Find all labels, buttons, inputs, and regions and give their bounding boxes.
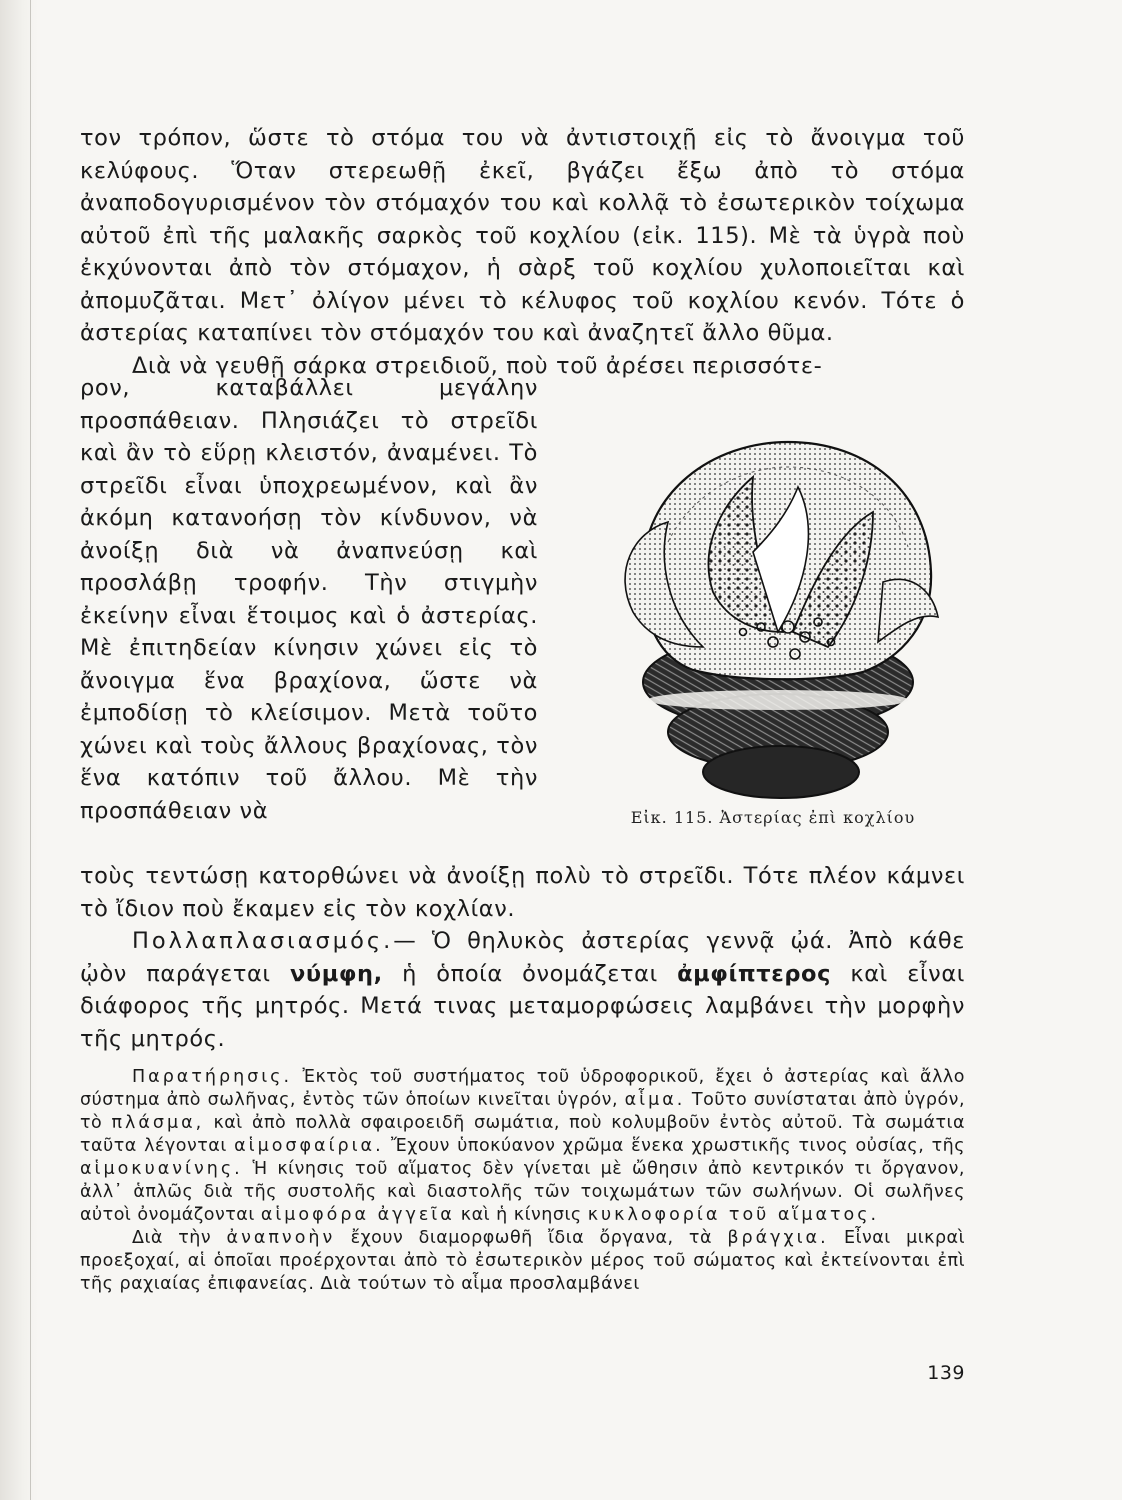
paragraph-oyster-wrapped: ρον, καταβάλλει μεγάλην προσπάθειαν. Πλησιάζει τὸ στρεῖδι καὶ ἂν τὸ εὕρῃ κλειστόν, ἀναμένει. Τὸ στρεῖδι εἶναι ὑποχρεωμένον, καὶ ἂν ἀκόμη κατανοήσῃ τὸν κίνδυνον, νὰ ἀνοίξῃ διὰ νὰ ἀναπνεύσῃ καὶ προσλάβῃ τροφήν. Τὴν στιγμὴν ἐκείνην εἶναι ἕτοιμος καὶ ὁ ἀστερίας. Μὲ ἐπιτηδείαν κίνησιν χώνει εἰς τὸ ἄνοιγμα ἕνα βραχίονα, ὥστε νὰ ἐμποδίσῃ τὸ κλείσιμον. Μετὰ τοῦτο χώνει καὶ τοὺς ἄλλους βραχίονας, τὸν ἕνα κατόπιν τοῦ ἄλλου. Μὲ τὴν προσπάθειαν νὰ [80, 375, 538, 824]
bottom-paragraphs [80, 860, 965, 1055]
remark-text: Διὰ τὴν [132, 1228, 227, 1248]
term-blood: αἷμα. [624, 1090, 686, 1110]
remark-paragraph-respiration [80, 1227, 965, 1296]
term-blood-vessels: αἱμοφόρα ἀγγεῖα [260, 1205, 455, 1225]
paragraph-snail-digestion: τον τρόπον, ὥστε τὸ στόμα του νὰ ἀντιστοιχῇ εἰς τὸ ἄνοιγμα τοῦ κελύφους. Ὅταν στερεωθῇ ἐκεῖ, βγάζει ἔξω ἀπὸ τὸ στόμα ἀναποδογυρισμένον τὸν στόμαχόν του καὶ κολλᾷ τὸ ἐσωτερικὸν τοίχωμα αὐτοῦ ἐπὶ τῆς μαλακῆς σαρκὸς τοῦ κοχλίου (εἰκ. 115). Μὲ τὰ ὑγρὰ ποὺ ἐκχύνονται ἀπὸ τὸν στόμαχον, ἡ σὰρξ τοῦ κοχλίου χυλοποιεῖται καὶ ἀπομυζᾶται. Μετ᾽ ὀλίγον μένει τὸ κέλυφος τοῦ κοχλίου κενόν. Τότε ὁ ἀστερίας καταπίνει τὸν στόμαχόν του καὶ ἀναζητεῖ ἄλλο θῦμα. [80, 125, 965, 346]
remark-text: καὶ ἡ κίνησις [454, 1205, 588, 1225]
remark-text: Εἶναι μικραὶ προεξοχαί, αἱ ὁποῖαι προέρχονται ἀπὸ τὸ ἐσωτερικὸν μέρος τοῦ σώματος καὶ ἐκτείνονται ἐπὶ τῆς ραχιαίας ἐπιφανείας. Διὰ τούτων τὸ αἷμα προσλαμβάνει [80, 1228, 966, 1294]
top-paragraph [80, 122, 965, 382]
reproduction-text-3: καὶ εἶναι διάφορος τῆς μητρός. Μετά τινας μεταμορφώσεις λαμβάνει τὴν μορφὴν τῆς μητρός. [80, 960, 965, 1052]
remark-text: Ἔχουν ὑποκύανον χρῶμα ἕνεκα χρωστικῆς τινος οὐσίας, τῆς [383, 1136, 966, 1156]
reproduction-dash: — [393, 928, 432, 954]
remark-text: Ἐκτὸς τοῦ συστήματος τοῦ ὑδροφορικοῦ, ἔχει ὁ ἀστερίας καὶ ἄλλο σύστημα ἀπὸ σωλῆνας, ἐντὸς τῶν ὁποίων κινεῖται ὑγρόν, [80, 1067, 965, 1110]
remark-text: Ἡ κίνησις τοῦ αἵματος δὲν γίνεται μὲ ὤθησιν ἀπὸ κεντρικόν τι ὄργανον, ἀλλ᾽ ἁπλῶς διὰ τῆς συστολῆς καὶ διαστολῆς τῶν τοιχωμάτων τῶν σωλήνων. Οἱ σωλῆνες αὐτοὶ ὀνομάζονται [80, 1159, 965, 1225]
remark-paragraph-blood [80, 1066, 965, 1227]
term-nymph: νύμφη, [289, 960, 383, 987]
term-amphipteros: ἀμφίπτερος [677, 960, 832, 987]
page-binding-line [30, 0, 31, 1500]
paragraph-oyster-tail: τοὺς τεντώσῃ κατορθώνει νὰ ἀνοίξῃ πολὺ τὸ στρεῖδι. Τότε πλέον κάμνει τὸ ἴδιον ποὺ ἔκαμεν εἰς τὸν κοχλίαν. [80, 863, 965, 922]
paragraph-oyster-wrapped-column [80, 372, 538, 827]
term-respiration: ἀναπνοὴν [226, 1228, 336, 1248]
figure-starfish-on-snail [573, 432, 973, 842]
reproduction-heading: Πολλαπλασιασμός. [132, 928, 394, 954]
remark-text: καὶ ἀπὸ πολλὰ σφαιροειδῆ σωμάτια, ποὺ κολυμβοῦν ἐντὸς αὐτοῦ. Τὰ σωμάτια ταῦτα λέγονται [80, 1113, 965, 1156]
page-binding-shadow [0, 0, 38, 1500]
term-haemocyanin: αἱμοκυανίνης. [80, 1159, 243, 1179]
term-plasma: πλάσμα, [111, 1113, 205, 1133]
remark-text: Τοῦτο συνίσταται ἀπὸ ὑγρόν, τὸ [80, 1090, 966, 1133]
term-gills: βράγχια. [727, 1228, 829, 1248]
reproduction-text-2: ἡ ὁποία ὀνομάζεται [382, 960, 678, 987]
remark-heading: Παρατήρησις. [132, 1067, 293, 1087]
figure-caption: Εἰκ. 115. Ἀστερίας ἐπὶ κοχλίου [630, 808, 916, 827]
paragraph-reproduction [80, 925, 965, 1055]
paragraph-oyster-lead: Διὰ νὰ γευθῇ σάρκα στρειδιοῦ, ποὺ τοῦ ἀρέσει περισσότε- [132, 352, 823, 379]
remark-text: ἔχουν διαμορφωθῆ ἴδια ὄργανα, τὰ [335, 1228, 728, 1248]
remark-block [80, 1066, 965, 1296]
term-circulation: κυκλοφορία τοῦ αἵματος. [587, 1205, 880, 1225]
reproduction-text-1: Ὁ θηλυκὸς ἀστερίας γεννᾷ ᾠά. Ἀπὸ κάθε ᾠὸν παράγεται [80, 928, 965, 987]
starfish-illustration [573, 432, 973, 802]
term-haemospheres: αἱμοσφαίρια. [234, 1136, 384, 1156]
page-number: 139 [927, 1362, 965, 1384]
